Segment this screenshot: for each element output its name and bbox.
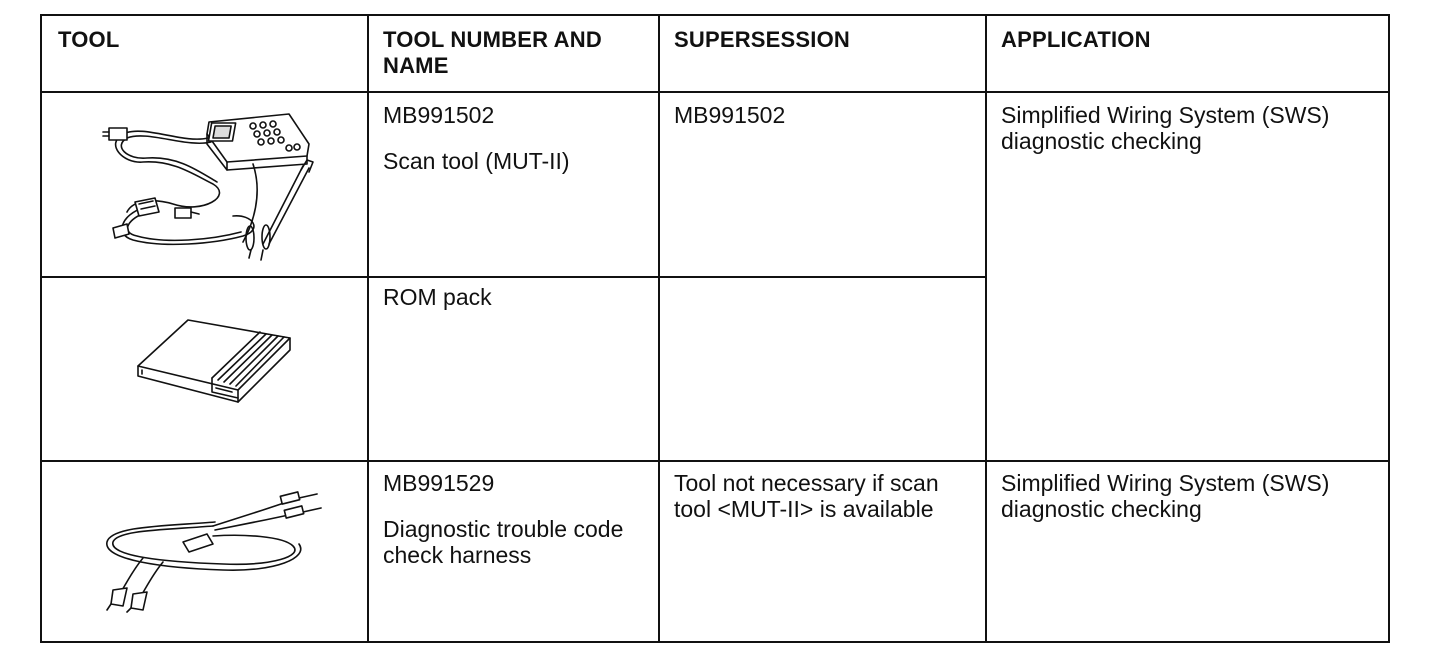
column-divider-3 [985, 14, 987, 643]
column-divider-2 [658, 14, 660, 643]
row-2-tool-name: ROM pack [383, 284, 492, 310]
header-tool-number-and-name: TOOL NUMBER AND NAME [383, 27, 602, 78]
check-harness-illustration [103, 488, 323, 612]
row-1-tool-number: MB991502 [383, 102, 495, 128]
scan-tool-mut-ii-illustration [103, 104, 323, 264]
rom-pack-illustration [128, 316, 298, 416]
table-border-bottom [40, 641, 1390, 643]
row-3-tool-name: Diagnostic trouble code check harness [383, 516, 624, 568]
row-3-application: Simplified Wiring System (SWS) diagnostic checking [1001, 470, 1330, 522]
row-1-application: Simplified Wiring System (SWS) diagnostic checking [1001, 102, 1330, 154]
table-border-right [1388, 14, 1390, 643]
table-border-top [40, 14, 1390, 16]
row-1-tool-name: Scan tool (MUT-II) [383, 148, 570, 174]
table-border-left [40, 14, 42, 643]
header-supersession: SUPERSESSION [674, 27, 851, 52]
row-1-supersession: MB991502 [674, 102, 786, 128]
column-divider-1 [367, 14, 369, 643]
header-application: APPLICATION [1001, 27, 1151, 52]
header-divider [40, 91, 1390, 93]
row-3-supersession: Tool not necessary if scan tool <MUT-II> is available [674, 470, 939, 522]
row-divider-1 [40, 276, 985, 278]
row-3-tool-number: MB991529 [383, 470, 495, 496]
header-tool: TOOL [58, 27, 120, 52]
row-1-tool-number-name [383, 102, 653, 174]
row-divider-2 [40, 460, 1390, 462]
row-3-tool-number-name [383, 470, 653, 568]
